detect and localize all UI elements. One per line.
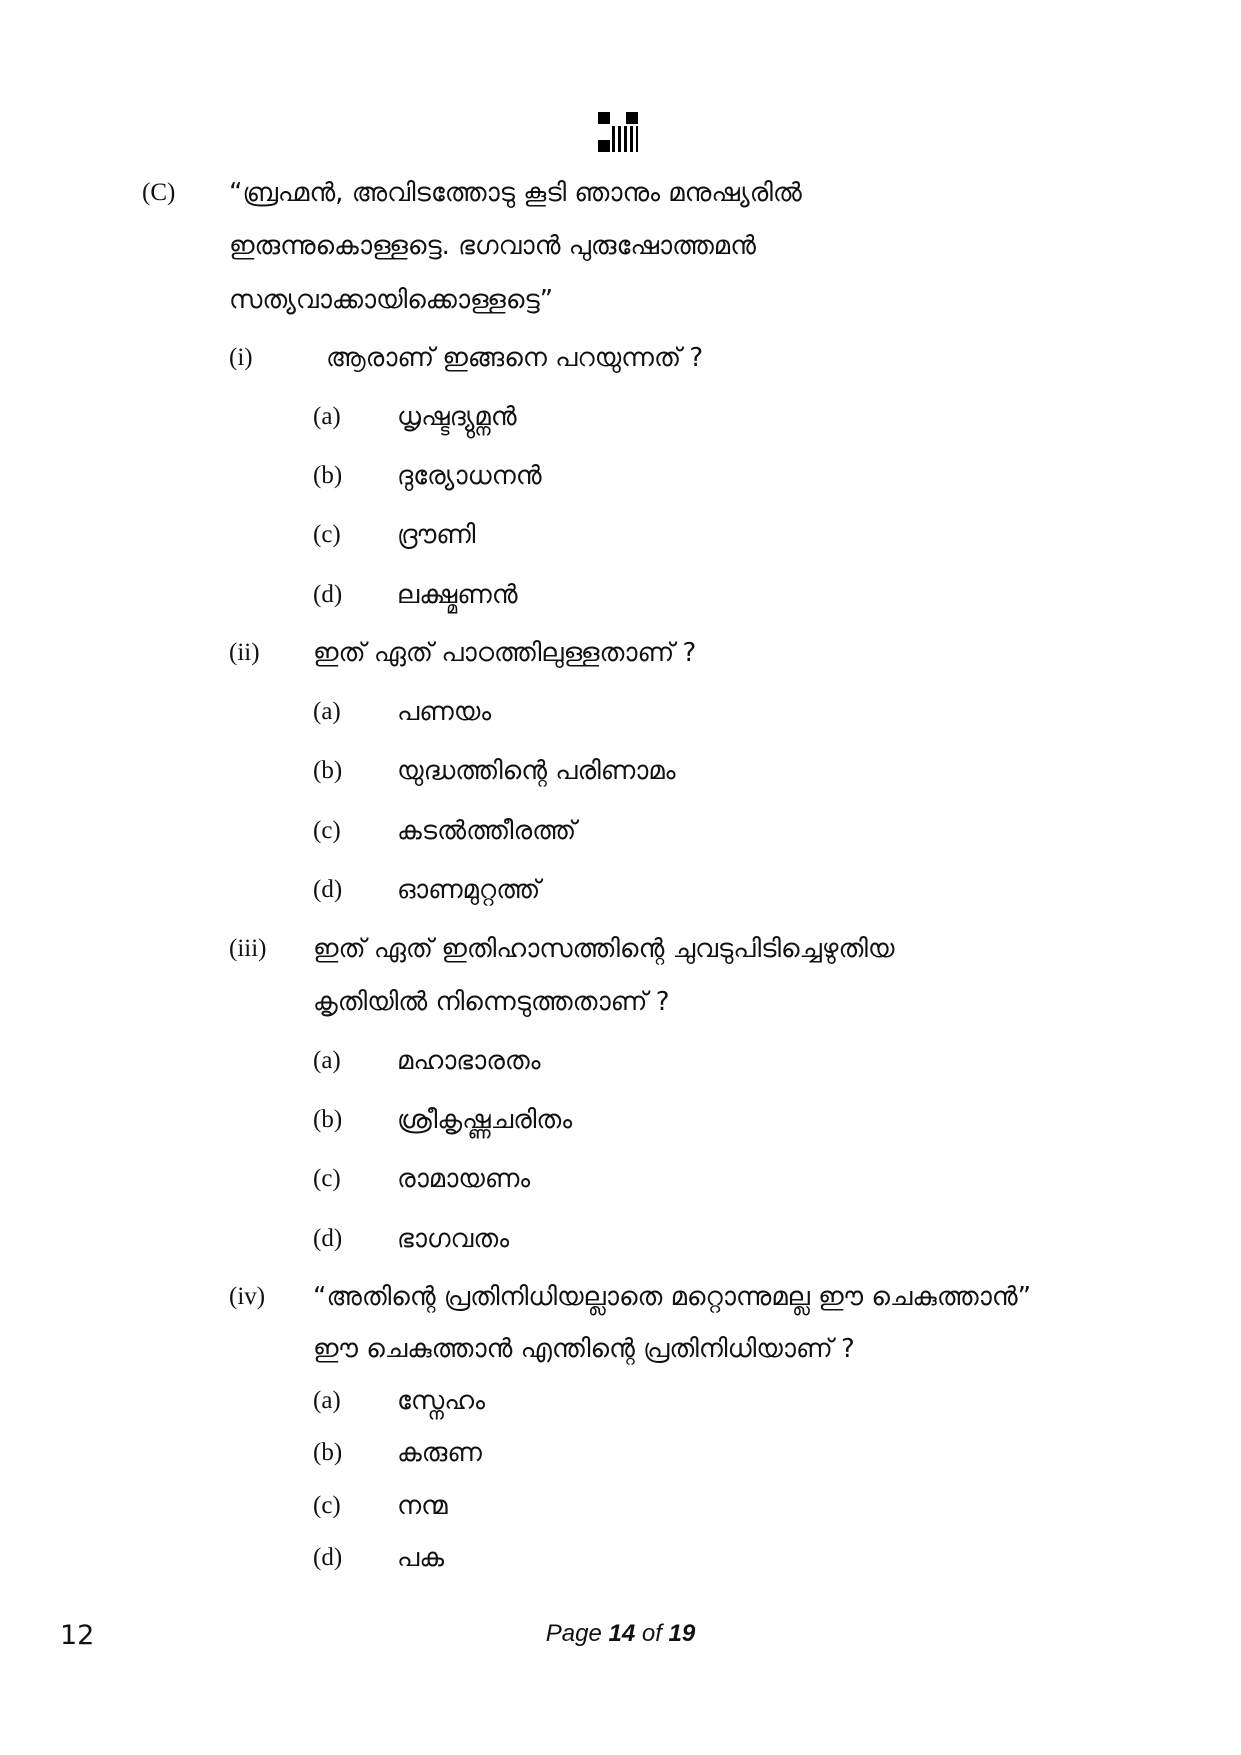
subquestion-label: (iv) (229, 1283, 266, 1310)
subquestion-text: ഈ ചെകുത്താൻ എന്തിന്റെ പ്രതിനിധിയാണ് ? (313, 1334, 855, 1364)
subquestion-text: ഇത് ഏത് ഇതിഹാസത്തിന്റെ ചുവടുപിടിച്ചെഴുതിയ (313, 934, 895, 964)
subquestion-label: (i) (229, 344, 253, 371)
option-text: ദുര്യോധനൻ (397, 461, 542, 491)
option-label: (a) (313, 1387, 341, 1414)
option-text: ഭാഗവതം (397, 1224, 510, 1254)
option-label: (d) (313, 1544, 343, 1571)
option-label: (a) (313, 403, 341, 430)
option-label: (d) (313, 876, 343, 903)
passage-line: “ബ്രഹ്മൻ, അവിടത്തോടു കൂടി ഞാനും മനുഷ്യരിൽ (229, 178, 802, 208)
subquestion-label: (iii) (229, 935, 267, 962)
option-text: നന്മ (397, 1491, 448, 1521)
option-label: (c) (313, 1492, 341, 1519)
option-label: (b) (313, 462, 343, 489)
passage-line: ഇരുന്നുകൊള്ളട്ടെ. ഭഗവാൻ പുരുഷോത്തമൻ (229, 231, 756, 261)
option-text: കരുണ (397, 1438, 482, 1468)
option-label: (d) (313, 1225, 343, 1252)
option-text: ധൃഷ്ടദ്യുമ്നൻ (397, 402, 517, 432)
subquestion-text: ആരാണ് ഇങ്ങനെ പറയുന്നത് ? (326, 343, 704, 373)
option-text: സ്നേഹം (397, 1386, 485, 1416)
option-text: രാമായണം (397, 1164, 531, 1194)
page-indicator (0, 1620, 1241, 1648)
option-label: (b) (313, 1106, 343, 1133)
subquestion-text: കൃതിയിൽ നിന്നെടുത്തതാണ് ? (313, 987, 670, 1017)
total-pages: 19 (668, 1620, 696, 1647)
option-label: (b) (313, 1439, 343, 1466)
current-page: 14 (608, 1620, 636, 1647)
option-text: ലക്ഷ്മണൻ (397, 580, 518, 610)
option-text: ദ്രൗണി (397, 520, 476, 550)
option-label: (b) (313, 757, 343, 784)
subquestion-label: (ii) (229, 639, 260, 666)
page-of: of (641, 1620, 662, 1647)
printed-page-number: 12 (60, 1620, 95, 1651)
qr-code-icon (598, 112, 638, 152)
option-text: ശ്രീകൃഷ്ണചരിതം (397, 1105, 573, 1135)
option-text: യുദ്ധത്തിന്റെ പരിണാമം (397, 756, 676, 786)
option-text: ഓണമുറ്റത്ത് (397, 875, 541, 905)
passage-line: സത്യവാക്കായിക്കൊള്ളട്ടെ” (229, 285, 554, 315)
option-label: (c) (313, 817, 341, 844)
option-text: പണയം (397, 697, 492, 727)
page-prefix: Page (545, 1620, 602, 1647)
option-label: (a) (313, 698, 341, 725)
option-text: കടൽത്തീരത്ത് (397, 816, 577, 846)
option-label: (a) (313, 1047, 341, 1074)
question-label: (C) (142, 179, 176, 206)
subquestion-text: “അതിന്റെ പ്രതിനിധിയല്ലാതെ മറ്റൊന്നുമല്ല ഈ ചെകുത്താൻ” (313, 1282, 1032, 1312)
option-text: പക (397, 1543, 445, 1573)
subquestion-text: ഇത് ഏത് പാഠത്തിലുള്ളതാണ് ? (313, 638, 697, 668)
option-label: (c) (313, 521, 341, 548)
option-label: (d) (313, 581, 343, 608)
option-text: മഹാഭാരതം (397, 1046, 541, 1076)
option-label: (c) (313, 1165, 341, 1192)
